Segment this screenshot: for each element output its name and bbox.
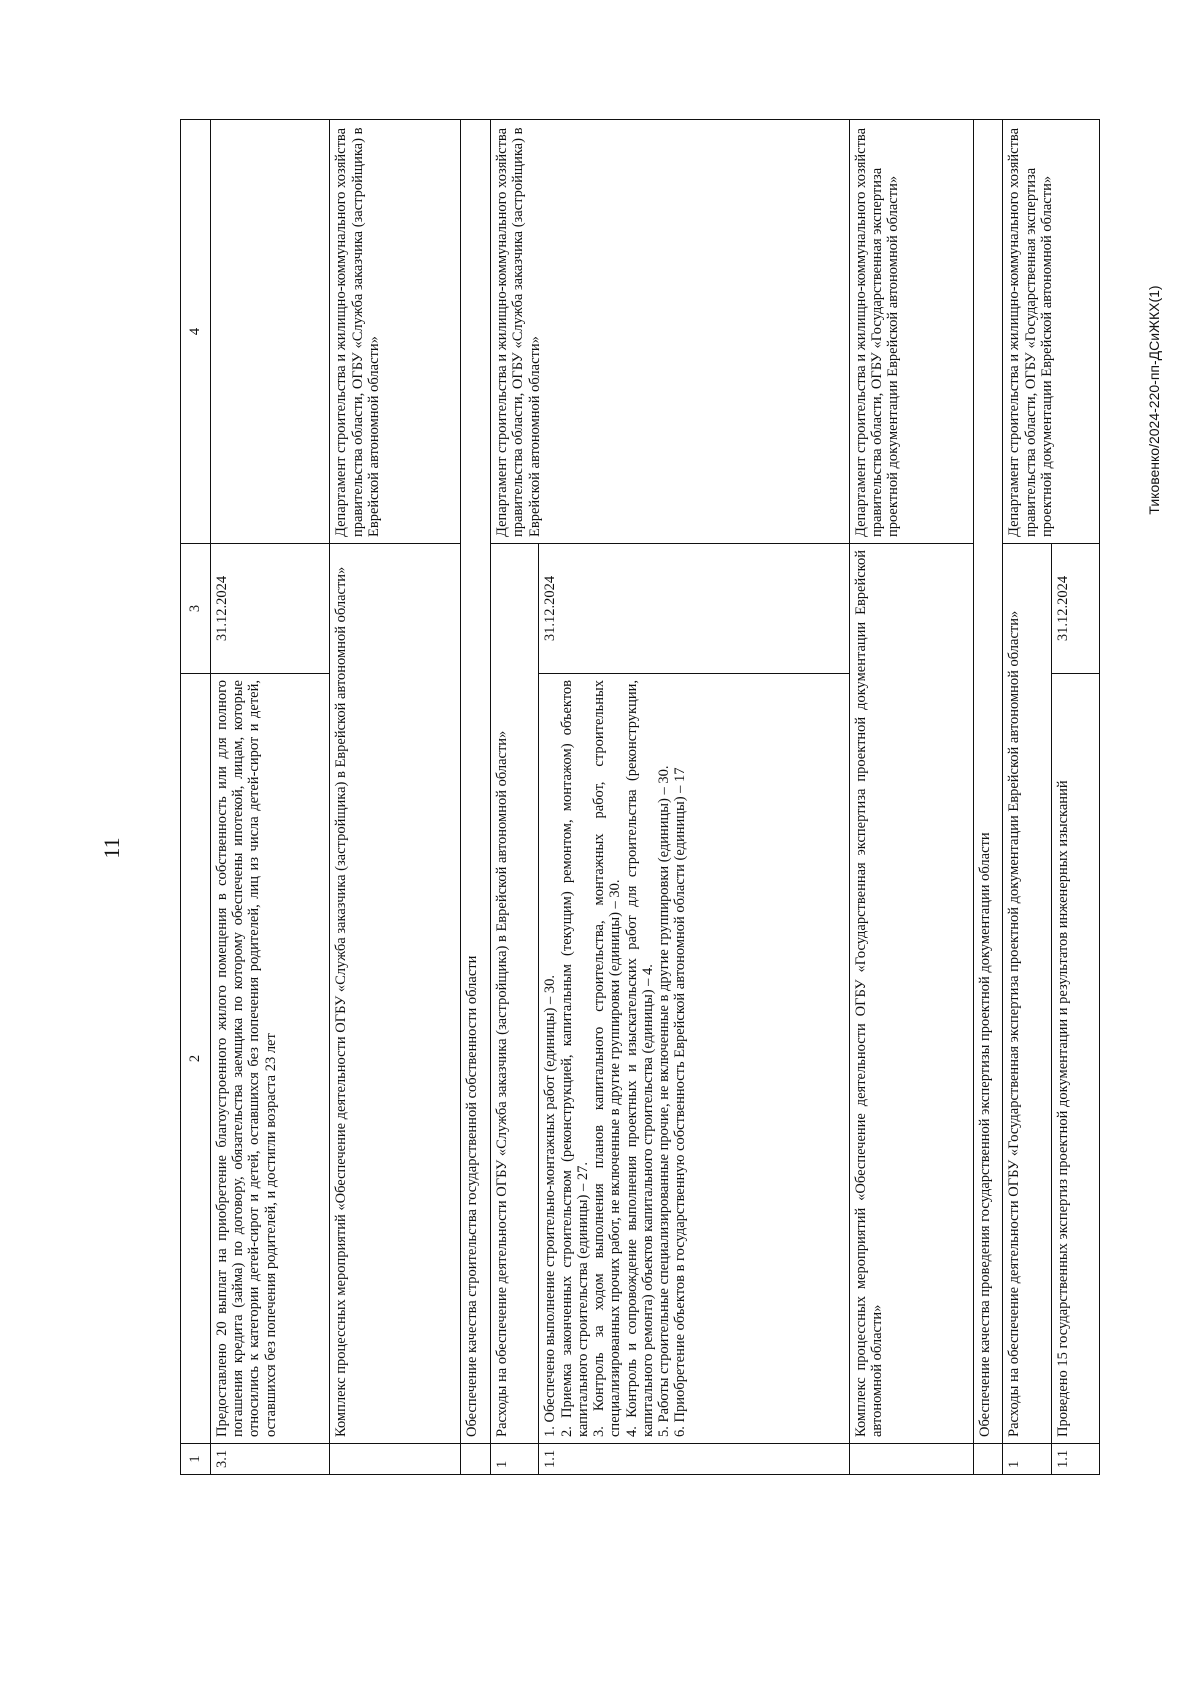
row-deadline: 31.12.2024: [210, 544, 329, 674]
row-responsible: Департамент строительства и жилищно-коммунального хозяйства правительства области, ОГБУ «Государственная экспертиза проектной документации Еврейской автономной области»: [1003, 120, 1100, 544]
page-number: 11: [99, 837, 124, 859]
row-number: [461, 1444, 491, 1475]
table-row: [1003, 120, 1051, 1475]
list-item: 1. Обеспечено выполнение строительно-монтажных работ (единицы) – 30.: [542, 975, 559, 1437]
complex-row: [849, 120, 973, 1475]
list-item: 5. Работы строительные специализированные прочие, не включенные в другие группировки (единицы) – 30.: [656, 765, 673, 1437]
row-number: 1: [1003, 1444, 1051, 1475]
row-number: 1.1: [539, 1444, 849, 1475]
row-description-list: [539, 674, 849, 1444]
header-col-4: 4: [181, 120, 211, 544]
row-deadline: 31.12.2024: [1051, 544, 1099, 674]
row-deadline: 31.12.2024: [539, 544, 849, 674]
row-number: 1.1: [1051, 1444, 1099, 1475]
row-number: [849, 1444, 973, 1475]
document-table-wrapper: [180, 120, 1100, 1475]
list-item: 3. Контроль за ходом выполнения планов капитального строительства, монтажных работ, строительных специализированных прочих работ, не включенные в другие группировки (единицы) – 30.: [591, 680, 624, 1437]
header-col-2: 2: [181, 674, 211, 1444]
row-responsible: Департамент строительства и жилищно-коммунального хозяйства правительства области, ОГБУ «Государственная экспертиза проектной документации Еврейской автономной области»: [849, 120, 973, 544]
header-row: [181, 120, 211, 1475]
row-responsible: Департамент строительства и жилищно-коммунального хозяйства правительства области, ОГБУ «Служба заказчика (застройщика) в Еврейской автономной области»: [491, 120, 849, 544]
section-row: [973, 120, 1003, 1475]
list-item: 4. Контроль и сопровождение выполнения проектных и изыскательских работ для строительства (реконструкции, капитального ремонта) объектов капитального строительства (единицы) – 4.: [623, 680, 656, 1437]
table-row: [210, 120, 329, 1475]
row-responsible: [210, 120, 329, 544]
list-item: 2. Приемка законченных строительством (реконструкцией, капитальным (текущим) ремонтом, монтажом) объектов капитального строительства (единицы) – 27.: [558, 680, 591, 1437]
complex-title: Комплекс процессных мероприятий «Обеспечение деятельности ОГБУ «Государственная экспертиза проектной документации Еврейской автономной области»: [849, 544, 973, 1444]
header-col-1: 1: [181, 1444, 211, 1475]
complex-title: Комплекс процессных мероприятий «Обеспечение деятельности ОГБУ «Служба заказчика (застройщика) в Еврейской автономной области»: [330, 544, 461, 1444]
complex-row: [330, 120, 461, 1475]
row-description: Расходы на обеспечение деятельности ОГБУ «Государственная экспертиза проектной документации Еврейской автономной области»: [1003, 544, 1051, 1444]
section-title: Обеспечение качества строительства государственной собственности области: [461, 120, 491, 1444]
row-number: [330, 1444, 461, 1475]
row-number: 1: [491, 1444, 539, 1475]
section-title: Обеспечение качества проведения государственной экспертизы проектной документации области: [973, 120, 1003, 1444]
row-description: Проведено 15 государственных экспертиз проектной документации и результатов инженерных изысканий: [1051, 674, 1099, 1444]
row-number: 3.1: [210, 1444, 329, 1475]
section-row: [461, 120, 491, 1475]
row-description: Предоставлено 20 выплат на приобретение благоустроенного жилого помещения в собственность или для полного погашения кредита (займа) по договору, обязательства заемщика по которому обеспечены ипотекой, лицам, которые относились к категории детей-сирот и детей, оставшихся без попечения родителей, лиц из числа детей-сирот и детей, оставшихся без попечения родителей, и достигли возраста 23 лет: [210, 674, 329, 1444]
row-number: [973, 1444, 1003, 1475]
header-col-3: 3: [181, 544, 211, 674]
document-code: Тиковенко/2024-220-пп-ДСиЖКХ(1): [1146, 285, 1162, 515]
program-measures-table: [180, 119, 1100, 1475]
table-row: [491, 120, 539, 1475]
row-description: Расходы на обеспечение деятельности ОГБУ «Служба заказчика (застройщика) в Еврейской автономной области»: [491, 544, 539, 1444]
list-item: 6. Приобретение объектов в государственную собственность Еврейской автономной области (единицы) – 17: [672, 767, 689, 1437]
row-responsible: Департамент строительства и жилищно-коммунального хозяйства правительства области, ОГБУ «Служба заказчика (застройщика) в Еврейской автономной области»: [330, 120, 461, 544]
